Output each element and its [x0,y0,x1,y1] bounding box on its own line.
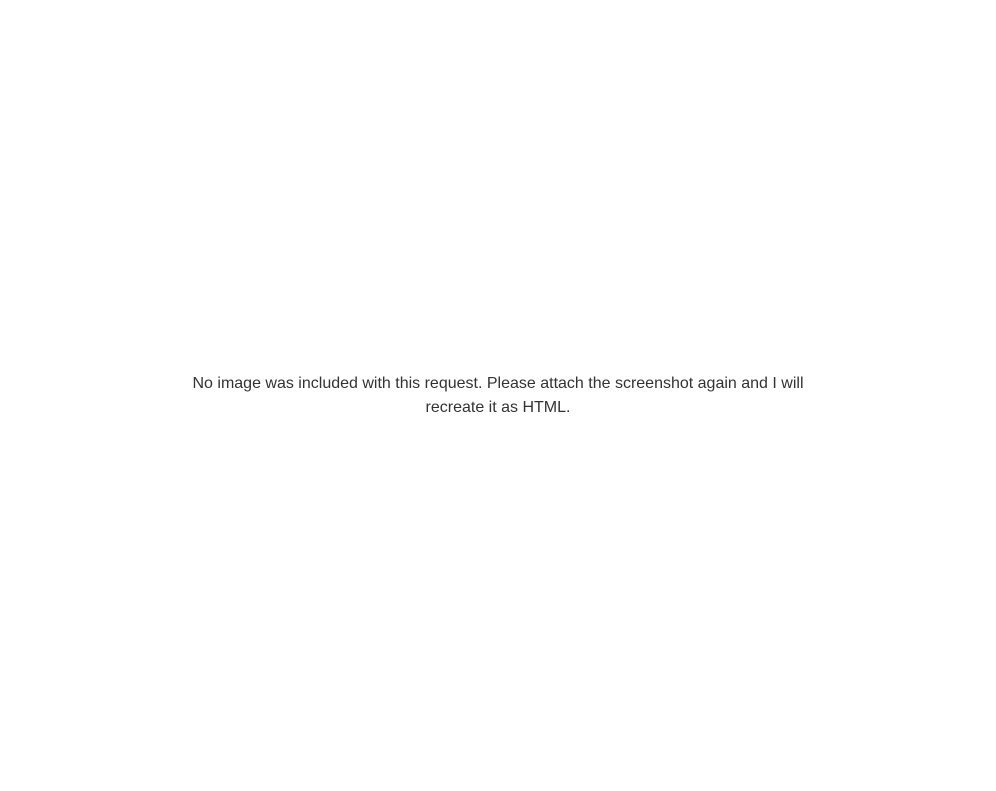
notice-message: No image was included with this request. Please attach the screenshot again and I will recreate it as HTML. [192,374,804,416]
